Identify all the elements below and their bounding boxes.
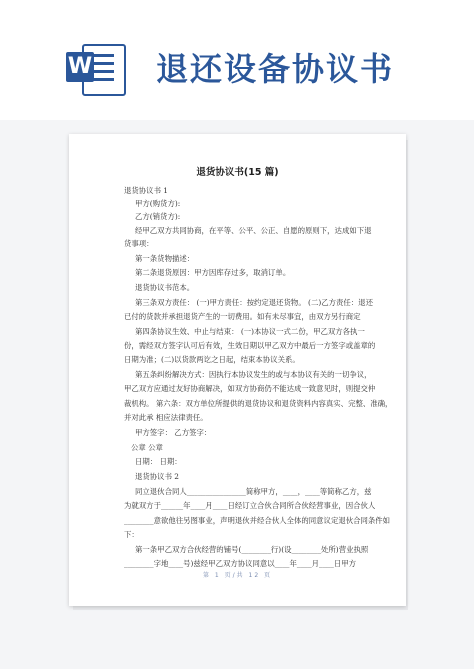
paragraph-line: ________字地____号)兹经甲乙双方协议同意以____年____月____日甲方: [124, 559, 356, 568]
paragraph-line: 并对此承 相应法律责任。: [124, 413, 208, 422]
date-line: 日期： 日期：: [135, 457, 182, 466]
paragraph-line: ________意欲他往另图事业，声明退伙并经合伙人全体的同意议定退伙合同条件如: [124, 516, 391, 525]
paragraph-line: 下：: [124, 530, 139, 539]
paragraph-line: 日期为准；(二)以货款两讫之日起，结束本协议关系。: [124, 355, 300, 364]
paragraph-line: 同立退伙合同人________________简称甲方，____，____等简称乙方，兹: [135, 487, 372, 496]
word-letter-icon: W: [66, 52, 94, 82]
paragraph-line: 经甲乙双方共同协商，在平等、公平、公正、自愿的原则下，达成如下退: [135, 226, 372, 235]
paragraph-line: 第一条货物描述：: [135, 254, 195, 263]
document-title: 退货协议书(15 篇): [196, 167, 279, 178]
document-page: [69, 134, 406, 606]
header-banner: [0, 0, 474, 120]
word-document-icon: [66, 40, 126, 96]
paragraph-line: 第四条协议生效、中止与结束： (一)本协议一式二份，甲乙双方各执一: [135, 327, 365, 336]
paragraph-line: 货事项：: [124, 239, 154, 248]
banner-title: 退还设备协议书: [156, 50, 395, 88]
paragraph-line: 已付的货款并承担退货产生的一切费用。如有未尽事宜，由双方另行商定: [124, 312, 361, 321]
section-heading: 退货协议书 1: [124, 186, 169, 195]
paragraph-line: 第二条退货原因：甲方因库存过多，取消订单。: [135, 268, 291, 277]
signature-line: 甲方签字： 乙方签字：: [135, 428, 212, 437]
paragraph-line: 为就双方于______年____月____日经订立合伙合同所合伙经营事业，因合伙人: [124, 501, 376, 510]
seal-line: 公章 公章: [131, 443, 163, 452]
paragraph-line: 第五条纠纷解决方式：因执行本协议发生的或与本协议有关的一切争议，: [135, 370, 372, 379]
party-b-line: 乙方(销货方):: [135, 212, 181, 221]
paragraph-line: 甲乙双方应通过友好协商解决，如双方协商仍不能达成一致意见时，则提交仲: [124, 384, 376, 393]
page-indicator: 第 1 页/共 12 页: [202, 572, 273, 579]
paragraph-line: 第三条双方责任： (一)甲方责任：按约定退还货物。 (二)乙方责任：退还: [135, 298, 373, 307]
section-heading: 退货协议书 2: [135, 472, 180, 481]
paragraph-line: 裁机构。 第六条：双方单位所提供的退货协议和退货资料内容真实、完整、准确，: [124, 399, 393, 408]
paragraph-line: 份，需经双方签字认可后有效，生效日期以甲乙双方中最后一方签字或盖章的: [124, 341, 376, 350]
paragraph-line: 退货协议书范本。: [135, 283, 195, 292]
paragraph-line: 第一条甲乙双方合伙经营的铺号(________行)(设________处所)营业执照: [135, 545, 369, 554]
party-a-line: 甲方(购货方):: [135, 199, 181, 208]
